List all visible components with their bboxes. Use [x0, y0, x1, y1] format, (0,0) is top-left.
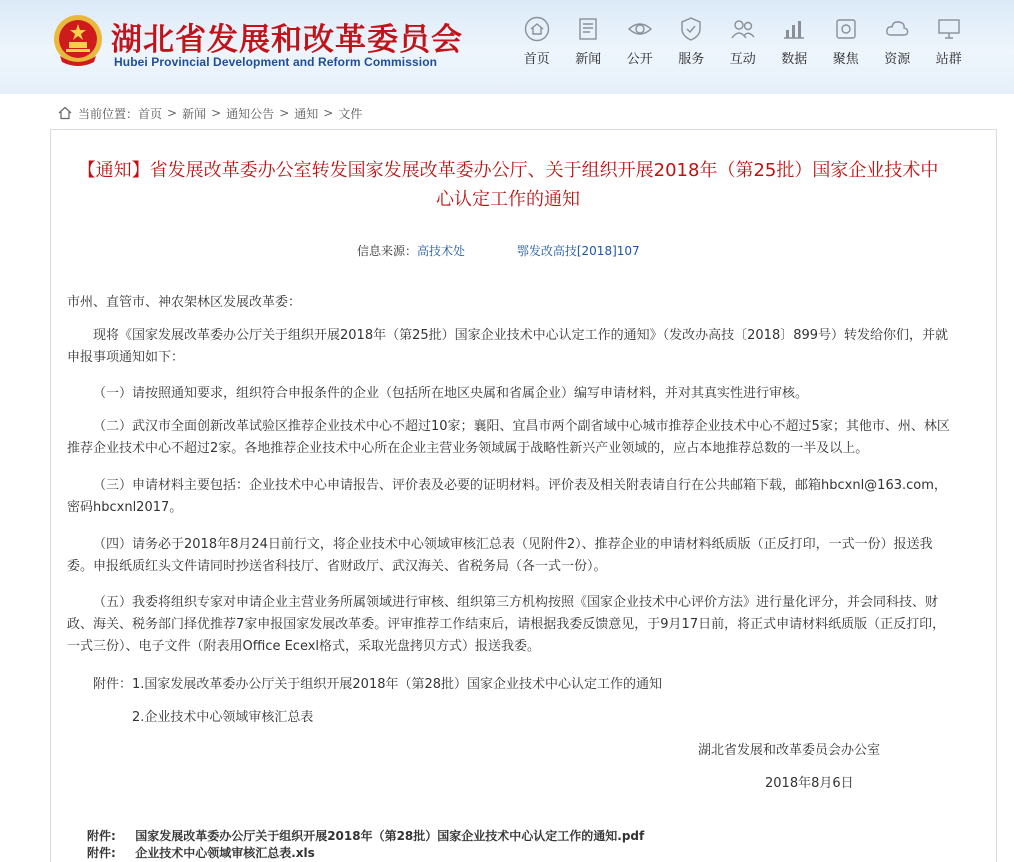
signature-date: 2018年8月6日 [765, 776, 854, 791]
nav-label: 公开 [626, 52, 653, 67]
nav-label: 服务 [678, 52, 705, 67]
nav-item-home[interactable] [511, 14, 563, 74]
paragraph-3: （三）申请材料主要包括：企业技术中心申请报告、评价表及必要的证明材料。评价表及相关附表请自行在公共邮箱下载，邮箱hbcxnl@163.com，密码hbcxnl2017。 [67, 478, 947, 515]
attachment-note-2: 2.企业技术中心领域审核汇总表 [132, 710, 314, 725]
source-link[interactable]: 高技术处 [417, 244, 466, 258]
cloud-icon [884, 16, 910, 42]
paragraph-1: （一）请按照通知要求，组织符合申报条件的企业（包括所在地区央属和省属企业）编写申请材料，并对其真实性进行审核。 [93, 386, 809, 401]
nav-item-focus[interactable] [820, 14, 872, 74]
attachment-link-xls[interactable]: 企业技术中心领域审核汇总表.xls [135, 846, 315, 860]
monitor-icon [936, 16, 962, 42]
article-title: 【通知】省发展改革委办公室转发国家发展改革委办公厅、关于组织开展2018年（第25批）国家企业技术中心认定工作的通知 [77, 160, 939, 210]
breadcrumb-prefix: 当前位置： [78, 106, 139, 121]
nav-label: 新闻 [575, 52, 602, 67]
breadcrumb-separator: > [167, 106, 178, 120]
breadcrumb [58, 104, 362, 122]
breadcrumb-item-files[interactable]: 文件 [338, 106, 363, 121]
breadcrumb-separator: > [279, 106, 290, 120]
breadcrumb-item-news[interactable]: 新闻 [182, 106, 207, 121]
attachment-row [87, 844, 315, 861]
signature-org: 湖北省发展和改革委员会办公室 [698, 743, 881, 758]
nav-label: 聚焦 [832, 52, 859, 67]
salutation: 市州、直管市、神农架林区发展改革委： [67, 295, 302, 310]
attachment-label: 附件: [87, 829, 116, 843]
nav-item-news[interactable] [563, 14, 615, 74]
breadcrumb-separator: > [323, 106, 334, 120]
breadcrumb-item-announcements[interactable]: 通知公告 [226, 106, 275, 121]
home-icon [58, 106, 72, 120]
nav-item-sites[interactable] [923, 14, 975, 74]
nav-item-public[interactable] [614, 14, 666, 74]
article-meta [357, 242, 640, 259]
breadcrumb-item-home[interactable]: 首页 [138, 106, 163, 121]
main-nav [511, 14, 975, 74]
attachment-label: 附件: [87, 846, 116, 860]
breadcrumb-item-notices[interactable]: 通知 [294, 106, 319, 121]
paragraph-5: （五）我委将组织专家对申请企业主营业务所属领域进行审核、组织第三方机构按照《国家企业技术中心评价方法》进行量化评分，并会同科技、财政、海关、税务部门择优推荐7家申报国家发展改革委。评审推荐工作结束后，请根据我委反馈意见，于9月17日前，将正式申请材料纸质版（正反打印，一式三份）、电子文件（附表用Office Ecexl格式，采取光盘拷贝方式）报送我委。 [67, 595, 946, 654]
paragraph-4: （四）请务必于2018年8月24日前行文，将企业技术中心领域审核汇总表（见附件2）、推荐企业的申请材料纸质版（正反打印，一式一份）报送我委。申报纸质红头文件请同时抄送省科技厅、省财政厅、武汉海关、省税务局（各一式一份）。 [67, 537, 933, 574]
breadcrumb-separator: > [211, 106, 222, 120]
document-number: 鄂发改高技[2018]107 [516, 244, 640, 258]
users-icon [730, 16, 756, 42]
nav-label: 互动 [729, 52, 756, 67]
nav-item-service[interactable] [666, 14, 718, 74]
eye-icon [627, 16, 653, 42]
national-emblem-icon [52, 12, 104, 68]
nav-item-interact[interactable] [717, 14, 769, 74]
source-label: 信息来源： [357, 244, 418, 258]
nav-label: 数据 [781, 52, 808, 67]
attachment-note-1: 附件：1.国家发展改革委办公厅关于组织开展2018年（第28批）国家企业技术中心认定工作的通知 [93, 677, 663, 692]
nav-label: 站群 [935, 52, 962, 67]
news-icon [575, 16, 601, 42]
attachment-row [87, 827, 644, 844]
site-subtitle: Hubei Provincial Development and Reform Commission [114, 55, 438, 69]
site-header [0, 0, 1014, 94]
focus-icon [833, 16, 859, 42]
attachment-link-pdf[interactable]: 国家发展改革委办公厅关于组织开展2018年（第28批）国家企业技术中心认定工作的通知.pdf [135, 829, 645, 843]
nav-label: 资源 [884, 52, 911, 67]
chart-icon [781, 16, 807, 42]
paragraph-intro: 现将《国家发展改革委办公厅关于组织开展2018年（第25批）国家企业技术中心认定工作的通知》（发改办高技〔2018〕899号）转发给你们，并就申报事项通知如下： [67, 328, 949, 365]
nav-item-data[interactable] [769, 14, 821, 74]
home-icon [524, 16, 550, 42]
shield-icon [678, 16, 704, 42]
site-title: 湖北省发展和改革委员会 [111, 22, 463, 58]
paragraph-2: （二）武汉市全面创新改革试验区推荐企业技术中心不超过10家；襄阳、宜昌市两个副省域中心城市推荐企业技术中心不超过5家；其他市、州、林区推荐企业技术中心不超过2家。各地推荐企业技术中心所在企业主营业务领域属于战略性新兴产业领域的，应占本地推荐总数的一半及以上。 [67, 419, 950, 456]
nav-item-resource[interactable] [872, 14, 924, 74]
nav-label: 首页 [523, 52, 550, 67]
